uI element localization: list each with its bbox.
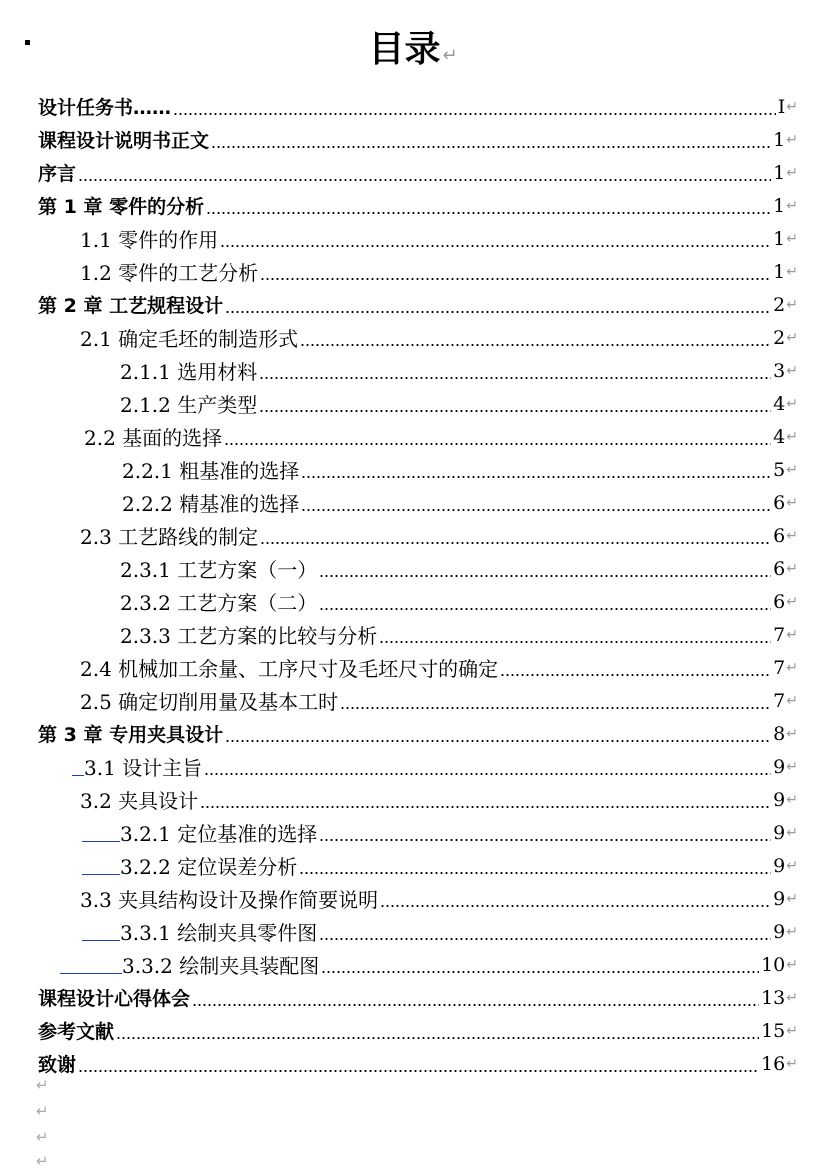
dot-leader <box>299 856 771 876</box>
toc-entry-label: 2.5 确定切削用量及基本工时 <box>80 690 339 714</box>
toc-entry-label: 2.3 工艺路线的制定 <box>80 525 259 549</box>
toc-page-number: 1 <box>773 194 786 217</box>
toc-entry-label: 2.1.2 生产类型 <box>120 393 258 417</box>
paragraph-mark-icon: ↵ <box>442 45 458 66</box>
dot-leader <box>380 889 771 909</box>
toc-entry[interactable] <box>120 354 798 387</box>
toc-entry-label: 2.3.1 工艺方案（一） <box>120 558 318 582</box>
toc-entry-label: 2.2 基面的选择 <box>84 426 223 450</box>
toc-entry-label: 3.3.2 绘制夹具装配图 <box>122 954 320 978</box>
paragraph-mark-icon: ↵ <box>786 1022 798 1039</box>
toc-page-number: 13 <box>761 986 786 1009</box>
toc-entry[interactable] <box>38 1014 798 1047</box>
title-text: 目录 <box>368 29 441 70</box>
toc-entry[interactable] <box>38 90 798 123</box>
dot-leader <box>260 526 771 546</box>
dot-leader <box>319 559 771 579</box>
toc-page-number: 1 <box>773 161 786 184</box>
toc-entry-label: 第 3 章 专用夹具设计 <box>38 724 224 746</box>
toc-entry-label: 设计任务书…… <box>38 97 172 119</box>
toc-entry[interactable] <box>80 519 798 552</box>
toc-entry-label: 3.3.1 绘制夹具零件图 <box>120 921 318 945</box>
toc-entry-label: 3.3 夹具结构设计及操作简要说明 <box>80 888 379 912</box>
dot-leader <box>301 460 771 480</box>
dot-leader <box>192 988 759 1008</box>
hyperlink-underline <box>60 955 122 974</box>
dot-leader <box>204 757 771 777</box>
paragraph-mark-icon: ↵ <box>786 329 798 346</box>
toc-page-number: 1 <box>773 260 786 283</box>
toc-entry[interactable] <box>82 849 798 882</box>
paragraph-mark-icon: ↵ <box>786 791 798 808</box>
toc-entry[interactable] <box>80 222 798 255</box>
dot-leader <box>321 955 759 975</box>
toc-page-number: 9 <box>773 788 786 811</box>
dot-leader <box>78 1054 759 1074</box>
paragraph-mark-icon: ↵ <box>786 461 798 478</box>
dot-leader <box>78 163 771 183</box>
toc-entry[interactable] <box>60 948 798 981</box>
dot-leader <box>319 823 771 843</box>
toc-entry[interactable] <box>120 618 798 651</box>
paragraph-mark-icon: ↵ <box>786 593 798 610</box>
toc-entry[interactable] <box>80 882 798 915</box>
toc-entry-label: 3.2 夹具设计 <box>80 789 199 813</box>
dot-leader <box>224 427 771 447</box>
toc-entry-label: 第 2 章 工艺规程设计 <box>38 295 224 317</box>
toc-entry[interactable] <box>80 321 798 354</box>
toc-page-number: 2 <box>773 293 786 316</box>
dot-leader <box>259 361 771 381</box>
toc-page-number: 9 <box>773 920 786 943</box>
paragraph-mark-icon: ↵ <box>786 956 798 973</box>
toc-page-number: 9 <box>773 821 786 844</box>
dot-leader <box>220 229 771 249</box>
paragraph-mark-icon: ↵ <box>786 923 798 940</box>
toc-entry[interactable] <box>80 651 798 684</box>
toc-entry[interactable] <box>72 750 798 783</box>
toc-entry-label: 3.2.1 定位基准的选择 <box>120 822 318 846</box>
hyperlink-underline <box>82 856 120 875</box>
toc-entry-label: 参考文献 <box>38 1021 115 1043</box>
toc-page-number: 6 <box>773 524 786 547</box>
toc-page-number: 5 <box>773 458 786 481</box>
paragraph-mark-icon: ↵ <box>786 659 798 676</box>
toc-entry[interactable] <box>38 189 798 222</box>
toc-page-number: I <box>777 95 786 118</box>
paragraph-mark-icon: ↵ <box>786 395 798 412</box>
hyperlink-underline <box>82 823 120 842</box>
toc-page-number: 9 <box>773 854 786 877</box>
paragraph-mark-icon: ↵ <box>786 989 798 1006</box>
paragraph-mark-icon: ↵ <box>786 890 798 907</box>
toc-entry[interactable] <box>80 255 798 288</box>
toc-entry-label: 第 1 章 零件的分析 <box>38 196 205 218</box>
toc-page-number: 10 <box>761 953 786 976</box>
toc-entry-label: 序言 <box>38 163 77 185</box>
toc-page-number: 2 <box>773 326 786 349</box>
toc-page-number: 4 <box>773 425 786 448</box>
toc-entry-label: 2.2.1 粗基准的选择 <box>122 459 300 483</box>
paragraph-mark-icon: ↵ <box>786 527 798 544</box>
paragraph-mark-icon: ↵ <box>36 1152 49 1170</box>
dot-leader <box>340 691 771 711</box>
dot-leader <box>301 493 771 513</box>
paragraph-mark-icon: ↵ <box>786 164 798 181</box>
toc-entry-label: 3.1 设计主旨 <box>84 756 203 780</box>
toc-page-number: 8 <box>773 722 786 745</box>
paragraph-mark-icon: ↵ <box>36 1102 49 1120</box>
toc-entry-label: 3.2.2 定位误差分析 <box>120 855 298 879</box>
dot-leader <box>225 724 771 744</box>
toc-page-number: 1 <box>773 128 786 151</box>
toc-page-number: 7 <box>773 623 786 646</box>
paragraph-mark-icon: ↵ <box>36 1128 49 1146</box>
toc-entry-label: 2.3.2 工艺方案（二） <box>120 591 318 615</box>
paragraph-mark-icon: ↵ <box>786 725 798 742</box>
toc-page-number: 9 <box>773 887 786 910</box>
paragraph-mark-icon: ↵ <box>786 692 798 709</box>
toc-page-number: 6 <box>773 491 786 514</box>
dot-leader <box>173 97 776 117</box>
toc-entry[interactable] <box>38 981 798 1014</box>
toc-entry[interactable] <box>38 1047 798 1080</box>
toc-entry[interactable] <box>120 585 798 618</box>
toc-entry[interactable] <box>80 684 798 717</box>
paragraph-mark-icon: ↵ <box>36 1076 49 1094</box>
dot-leader <box>379 625 771 645</box>
toc-entry-label: 2.1 确定毛坯的制造形式 <box>80 327 299 351</box>
toc-entry-label: 1.2 零件的工艺分析 <box>80 261 259 285</box>
toc-page-number: 7 <box>773 656 786 679</box>
toc-entry[interactable] <box>38 717 798 750</box>
dot-leader <box>319 592 771 612</box>
paragraph-mark-icon: ↵ <box>786 857 798 874</box>
dot-leader <box>200 790 771 810</box>
toc-page-number: 6 <box>773 557 786 580</box>
toc-entry[interactable] <box>122 486 798 519</box>
toc-entry[interactable] <box>120 387 798 420</box>
toc-page-number: 3 <box>773 359 786 382</box>
hyperlink-underline <box>82 922 120 941</box>
paragraph-mark-icon: ↵ <box>786 560 798 577</box>
toc-entry-label: 1.1 零件的作用 <box>80 228 219 252</box>
paragraph-mark-icon: ↵ <box>786 824 798 841</box>
paragraph-mark-icon: ↵ <box>786 362 798 379</box>
toc-entry[interactable] <box>122 453 798 486</box>
toc-entry[interactable] <box>82 816 798 849</box>
toc-page-number: 7 <box>773 689 786 712</box>
dot-leader <box>116 1021 759 1041</box>
dot-leader <box>500 658 771 678</box>
toc-page-number: 9 <box>773 755 786 778</box>
toc-entry-label: 致谢 <box>38 1054 77 1076</box>
paragraph-mark-icon: ↵ <box>786 494 798 511</box>
toc-entry[interactable] <box>38 156 798 189</box>
paragraph-mark-icon: ↵ <box>786 1055 798 1072</box>
toc-page-number: 15 <box>761 1019 786 1042</box>
paragraph-mark-icon: ↵ <box>786 98 798 115</box>
page-title <box>0 24 826 82</box>
toc-entry[interactable] <box>38 288 798 321</box>
dot-leader <box>259 394 771 414</box>
toc-entry-label: 2.2.2 精基准的选择 <box>122 492 300 516</box>
toc-page-number: 1 <box>773 227 786 250</box>
paragraph-mark-icon: ↵ <box>786 626 798 643</box>
toc-page-number: 16 <box>761 1052 786 1075</box>
paragraph-mark-icon: ↵ <box>786 758 798 775</box>
toc-entry-label: 课程设计说明书正文 <box>38 130 210 152</box>
toc-page-number: 6 <box>773 590 786 613</box>
paragraph-mark-icon: ↵ <box>786 263 798 280</box>
toc-entry[interactable] <box>84 420 798 453</box>
paragraph-mark-icon: ↵ <box>786 296 798 313</box>
dot-leader <box>260 262 771 282</box>
toc-entry[interactable] <box>80 783 798 816</box>
toc-entry[interactable] <box>82 915 798 948</box>
paragraph-mark-icon: ↵ <box>786 197 798 214</box>
dot-leader <box>211 130 771 150</box>
dot-leader <box>206 196 771 216</box>
hyperlink-underline <box>72 757 84 776</box>
dot-leader <box>300 328 771 348</box>
toc-entry[interactable] <box>120 552 798 585</box>
toc-entry-label: 课程设计心得体会 <box>38 988 191 1010</box>
toc-entry[interactable] <box>38 123 798 156</box>
toc-page-number: 4 <box>773 392 786 415</box>
toc-entry-label: 2.4 机械加工余量、工序尺寸及毛坯尺寸的确定 <box>80 657 499 681</box>
paragraph-mark-icon: ↵ <box>786 428 798 445</box>
toc-entry-label: 2.1.1 选用材料 <box>120 360 258 384</box>
paragraph-mark-icon: ↵ <box>786 230 798 247</box>
paragraph-mark-icon: ↵ <box>786 131 798 148</box>
dot-leader <box>225 295 771 315</box>
toc-entry-label: 2.3.3 工艺方案的比较与分析 <box>120 624 378 648</box>
dot-leader <box>319 922 771 942</box>
